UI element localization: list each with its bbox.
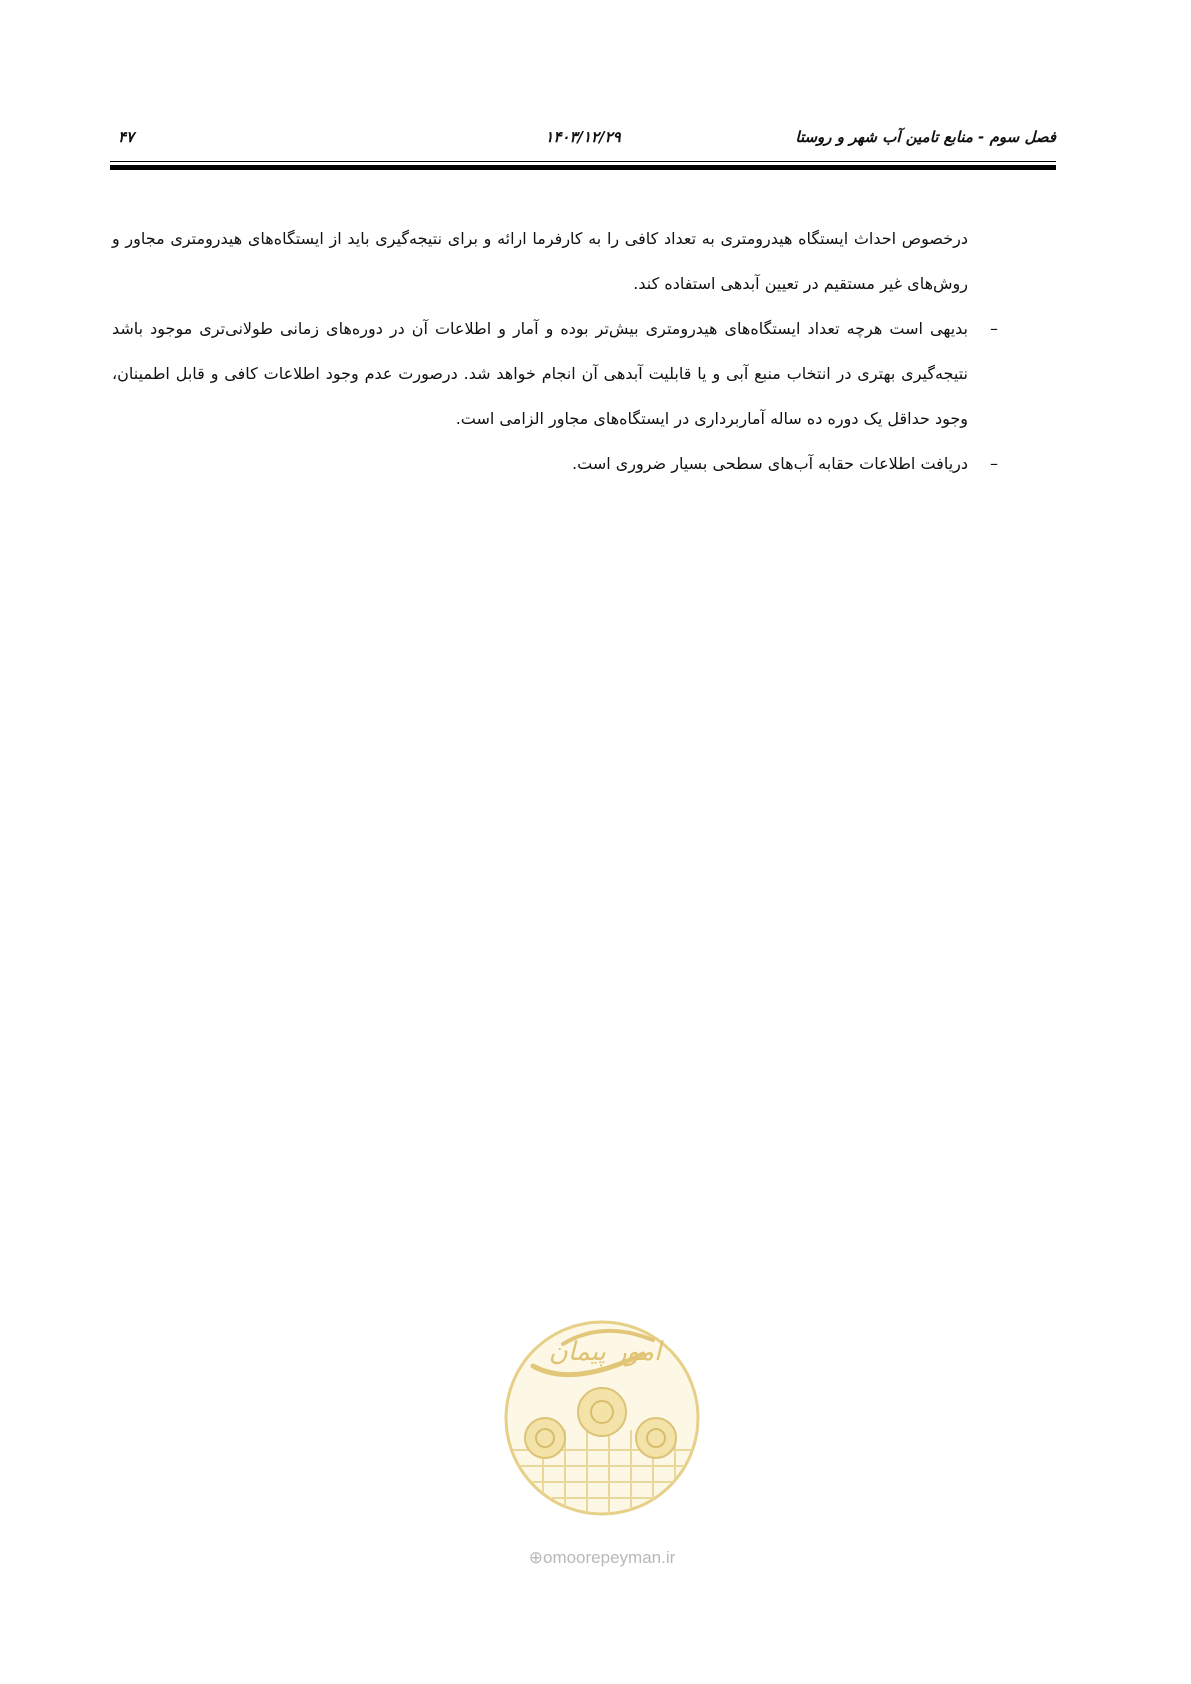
body-content <box>112 216 998 486</box>
watermark-website: omoorepeyman.ir <box>542 1548 676 1567</box>
watermark-website-row <box>493 1548 711 1568</box>
list-item <box>112 441 998 486</box>
list-item <box>112 306 998 441</box>
header-date: ۱۴۰۳/۱۲/۲۹ <box>545 128 621 146</box>
logo-text: امور پیمان <box>548 1337 662 1367</box>
seal-icon <box>493 1300 711 1540</box>
watermark-logo <box>493 1300 711 1570</box>
globe-icon: ⊕ <box>528 1548 543 1567</box>
bullet-dash: – <box>990 454 998 473</box>
bullet-list <box>112 306 998 486</box>
page-number: ۴۷ <box>118 128 135 146</box>
bullet-text: دریافت اطلاعات حقابه آب‌های سطحی بسیار ضروری است. <box>572 454 968 473</box>
chapter-title: فصل سوم - منابع تامین آب شهر و روستا <box>795 128 1056 146</box>
intro-paragraph: درخصوص احداث ایستگاه هیدرومتری به تعداد کافی را به کارفرما ارائه و برای نتیجه‌گیری باید از ایستگاه‌های هیدرومتری مجاور و روش‌های غیر مستقیم در تعیین آبدهی استفاده کند. <box>112 229 968 293</box>
page-header <box>110 128 1056 152</box>
header-rule-thin <box>110 161 1056 162</box>
header-rule-thick <box>110 165 1056 170</box>
bullet-text: بدیهی است هرچه تعداد ایستگاه‌های هیدرومتری بیش‌تر بوده و آمار و اطلاعات آن در دوره‌های زمانی طولانی‌تری موجود باشد نتیجه‌گیری بهتری در انتخاب منبع آبی و یا قابلیت آبدهی آن انجام خواهد شد. درصورت عدم وجود اطلاعات کافی و قابل اطمینان، وجود حداقل یک دوره ده ساله آماربرداری در ایستگاه‌های مجاور الزامی است. <box>112 319 968 428</box>
bullet-dash: – <box>990 319 998 338</box>
